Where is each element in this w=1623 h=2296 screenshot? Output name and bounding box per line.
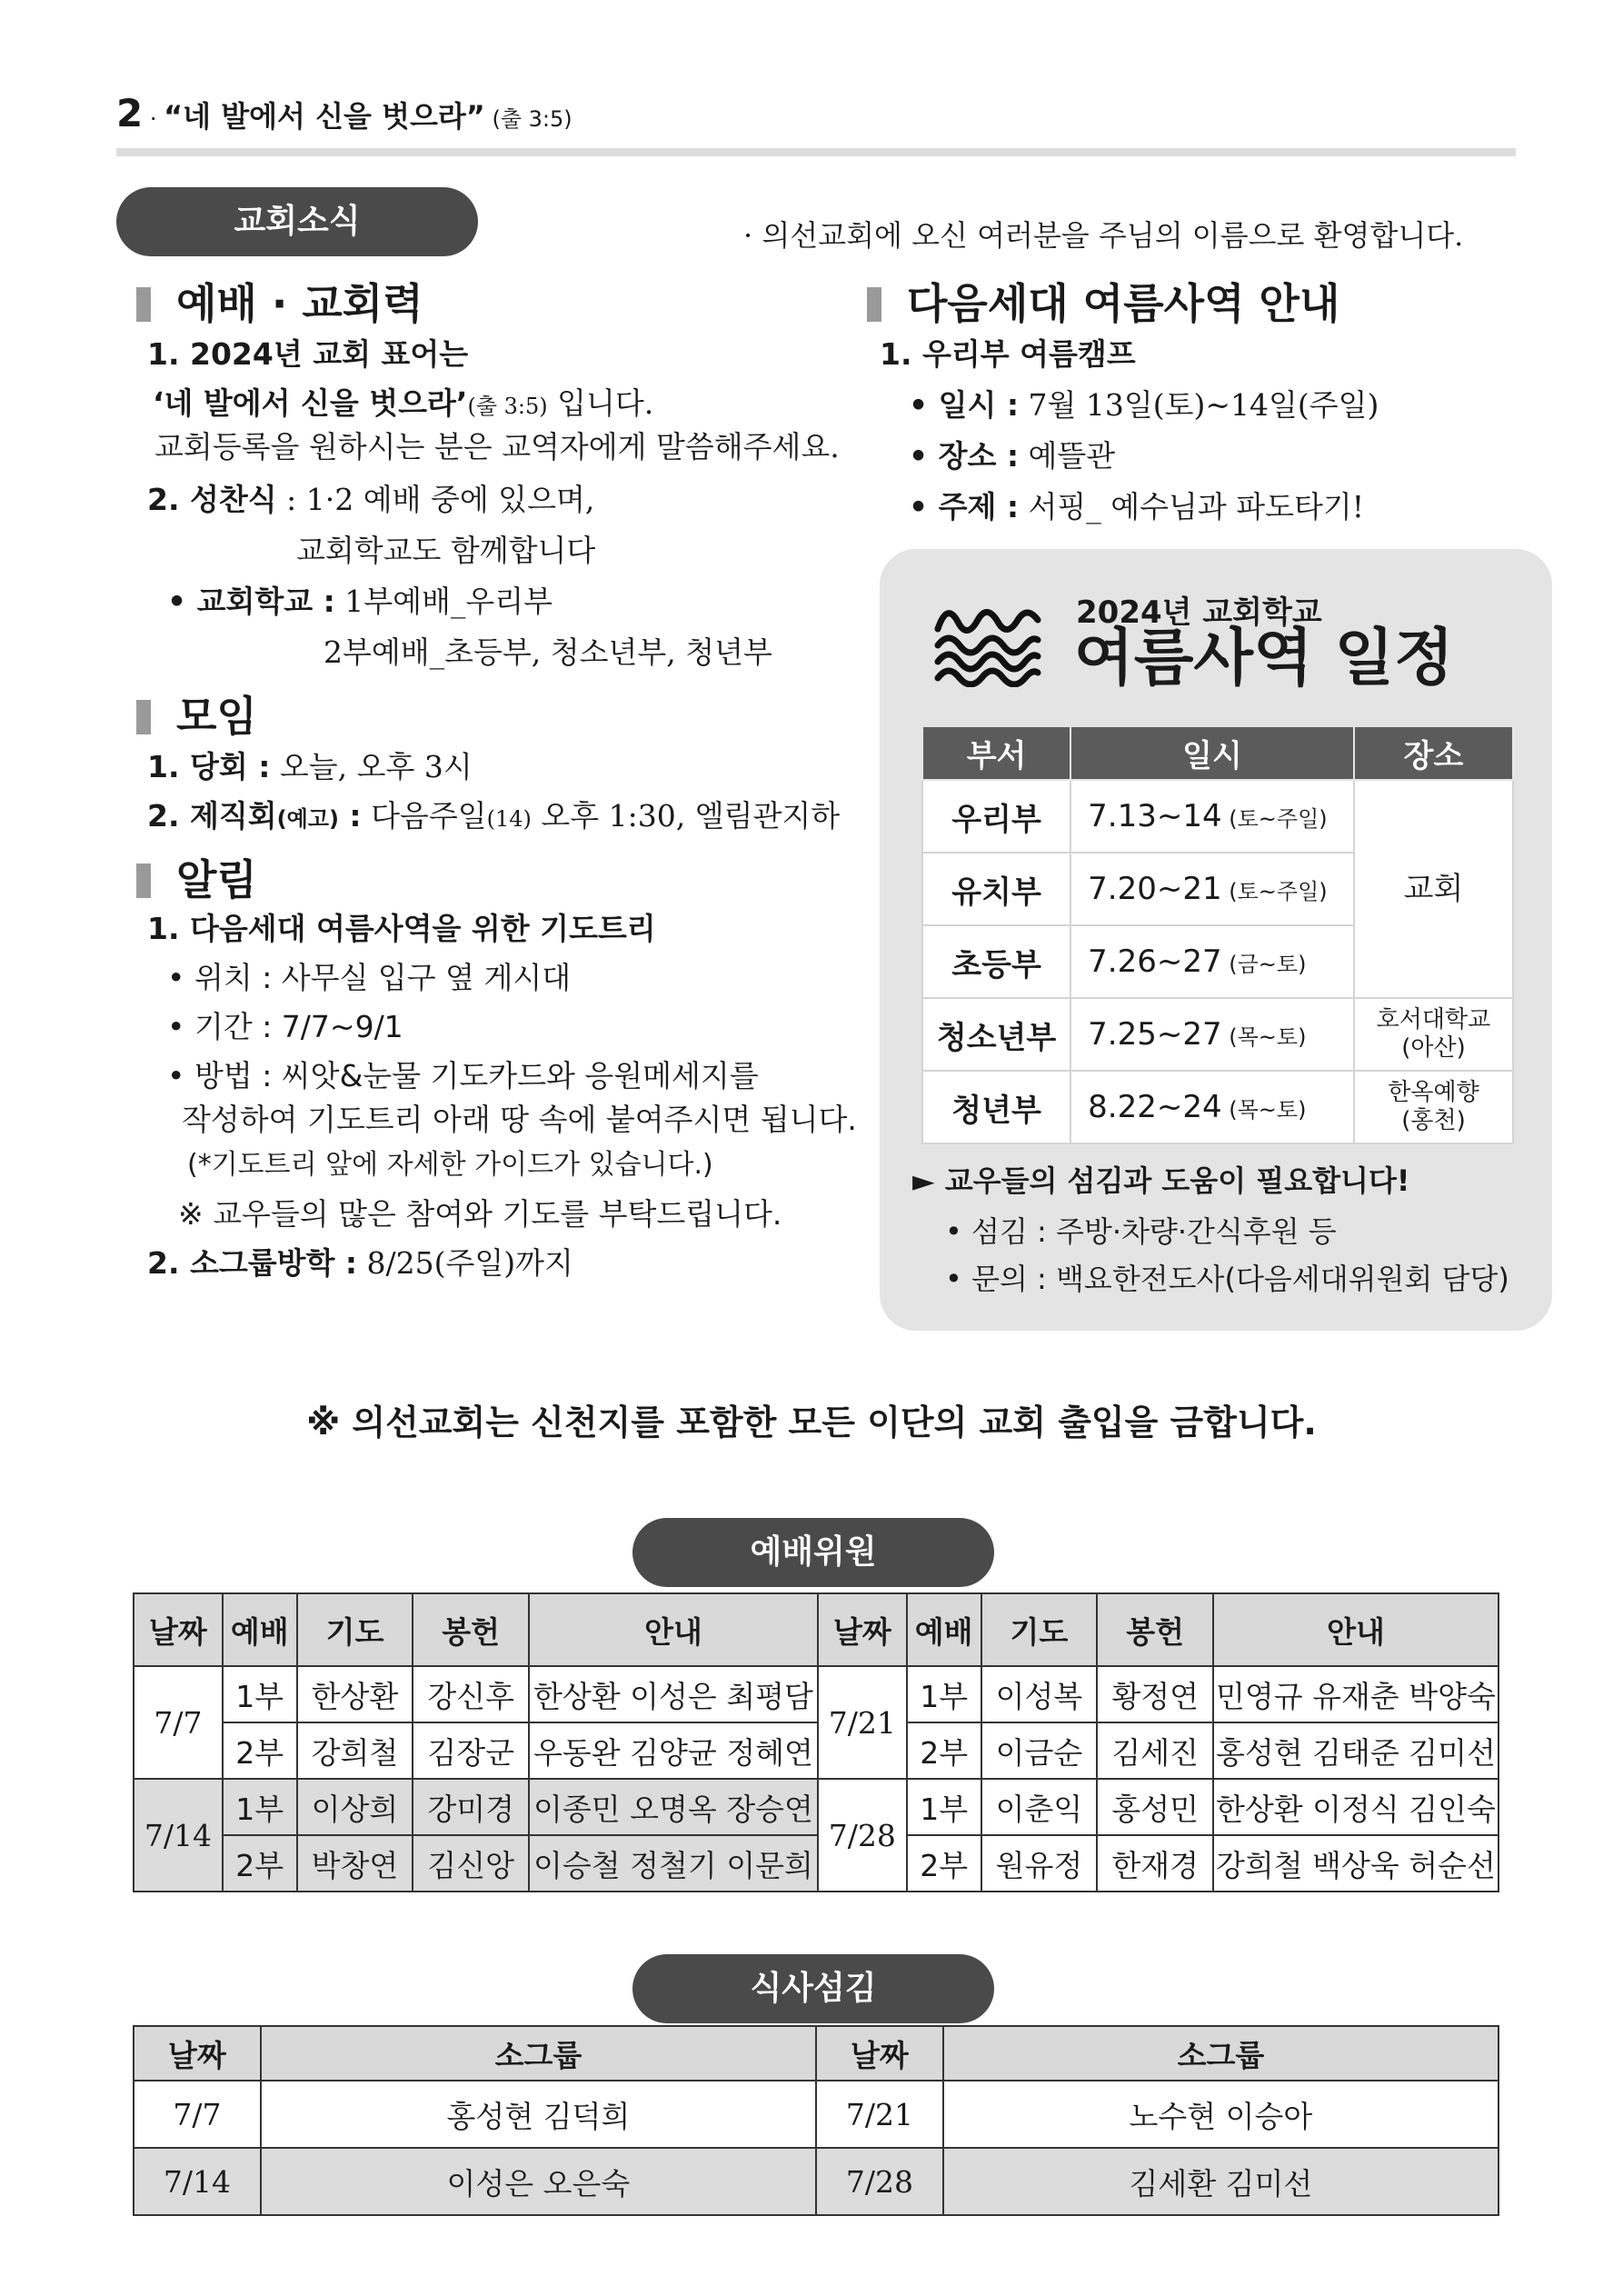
school-label: • 교회학교 : xyxy=(167,584,335,619)
section-title-text: 알림 xyxy=(176,855,257,904)
table-row xyxy=(922,998,1513,1071)
date-days: (토~주일) xyxy=(1221,879,1328,904)
date-range: 7.13~14 xyxy=(1088,798,1222,834)
camp-date-label: • 일시 : xyxy=(909,387,1020,423)
date-days: (토~주일) xyxy=(1221,806,1328,832)
officers-label: 2. 제직회 xyxy=(147,798,277,834)
place-region: (홍천) xyxy=(1401,1107,1466,1134)
section-marker xyxy=(867,287,881,322)
place-name: 한옥예향 xyxy=(1388,1078,1479,1106)
date-range: 7.26~27 xyxy=(1088,943,1222,980)
section-worship-title xyxy=(136,271,423,331)
session-text: 오늘, 오후 3시 xyxy=(270,749,473,784)
place-region: (아산) xyxy=(1401,1034,1466,1062)
section-title-text: 다음세대 여름사역 안내 xyxy=(907,279,1340,328)
date-cell: 7/28 xyxy=(816,2148,943,2215)
notice-line-5: 작성하여 기도트리 아래 땅 속에 붙여주시면 됩니다. xyxy=(182,1102,857,1137)
help-title: ► 교우들의 섬김과 도움이 필요합니다! xyxy=(912,1163,1410,1198)
meal-header-row xyxy=(134,2026,1499,2081)
officers-text-2: 오후 1:30, 엘림관지하 xyxy=(531,798,841,834)
communion-text: : 1·2 예배 중에 있으며, xyxy=(276,482,595,517)
table-row xyxy=(134,1835,1499,1892)
header-reference: (출 3:5) xyxy=(484,106,573,132)
smallgroup-text: 8/25(주일)까지 xyxy=(357,1245,573,1281)
worship-line-4 xyxy=(147,482,594,518)
date-cell xyxy=(1070,853,1354,925)
col-header: 예배 xyxy=(223,1593,297,1666)
group-cell: 노수현 이승아 xyxy=(943,2081,1499,2148)
heresy-warning: ※ 의선교회는 신천지를 포함한 모든 이단의 교회 출입을 금합니다. xyxy=(306,1403,1317,1442)
service-cell: 1부 xyxy=(907,1779,981,1835)
prayer-cell: 박창연 xyxy=(297,1835,413,1892)
prayer-cell: 한상환 xyxy=(297,1666,413,1722)
col-header: 기도 xyxy=(297,1593,413,1666)
col-header: 날짜 xyxy=(134,2026,261,2081)
schedule-title: 여름사역 일정 xyxy=(1074,623,1454,694)
col-header-date: 일시 xyxy=(1070,726,1354,780)
date-cell: 7/7 xyxy=(134,1666,223,1779)
col-header: 날짜 xyxy=(816,2026,943,2081)
col-header: 날짜 xyxy=(818,1593,907,1666)
offering-cell: 김세진 xyxy=(1097,1722,1213,1779)
place-cell-church: 교회 xyxy=(1354,780,1513,998)
date-cell xyxy=(1070,1071,1354,1143)
camp-place-label: • 장소 : xyxy=(909,438,1020,474)
usher-cell: 강희철 백상욱 허순선 xyxy=(1213,1835,1499,1892)
schedule-header-row xyxy=(922,726,1513,780)
camp-place-text: 예뜰관 xyxy=(1019,438,1116,474)
date-cell xyxy=(1070,998,1354,1071)
officers-colon: : xyxy=(338,798,362,834)
table-row xyxy=(134,1666,1499,1722)
camp-date-text: 7월 13일(토)~14일(주일) xyxy=(1019,387,1379,423)
usher-cell: 홍성현 김태준 김미선 xyxy=(1213,1722,1499,1779)
worship-staff-pill: 예배위원 xyxy=(632,1518,994,1587)
date-cell xyxy=(1070,780,1354,853)
prayer-cell: 이금순 xyxy=(981,1722,1098,1779)
date-cell: 7/28 xyxy=(818,1779,907,1892)
worship-line-6 xyxy=(167,584,553,620)
page-number: 2 xyxy=(116,91,144,135)
notice-line-2: • 위치 : 사무실 입구 옆 게시대 xyxy=(167,960,572,995)
section-title-text: 예배 · 교회력 xyxy=(176,279,423,328)
camp-theme-label: • 주제 : xyxy=(909,489,1020,524)
date-days: (목~토) xyxy=(1221,1097,1307,1123)
worship-line-5: 교회학교도 함께합니다 xyxy=(296,533,596,568)
usher-cell: 이승철 정철기 이문희 xyxy=(529,1835,818,1892)
date-days: (목~토) xyxy=(1221,1024,1307,1050)
dept-cell: 초등부 xyxy=(922,925,1070,998)
date-cell: 7/14 xyxy=(134,2148,261,2215)
notice-line-8 xyxy=(147,1245,573,1282)
officers-text: 다음주일 xyxy=(361,798,487,834)
date-cell: 7/21 xyxy=(818,1666,907,1779)
service-cell: 2부 xyxy=(907,1835,981,1892)
section-meeting-title xyxy=(136,684,257,744)
header-divider xyxy=(116,148,1516,156)
meal-service-table xyxy=(133,2025,1499,2216)
header-quote: “네 발에서 신을 벗으라” xyxy=(164,99,485,134)
notice-line-6: (*기도트리 앞에 자세한 가이드가 있습니다.) xyxy=(187,1149,713,1181)
smallgroup-label: 2. 소그룹방학 : xyxy=(147,1245,358,1281)
prayer-cell: 이상희 xyxy=(297,1779,413,1835)
page-header xyxy=(116,91,573,135)
notice-line-3: • 기간 : 7/7~9/1 xyxy=(167,1009,403,1044)
section-marker xyxy=(136,863,151,898)
prayer-cell: 원유정 xyxy=(981,1835,1098,1892)
place-cell-hoseo xyxy=(1354,998,1513,1071)
session-label: 1. 당회 : xyxy=(147,749,271,784)
usher-cell: 한상환 이성은 최평담 xyxy=(529,1666,818,1722)
worship-line-3: 교회등록을 원하시는 분은 교역자에게 말씀해주세요. xyxy=(154,429,840,464)
prayer-cell: 이성복 xyxy=(981,1666,1098,1722)
worship-staff-table xyxy=(133,1592,1499,1892)
date-cell: 7/7 xyxy=(134,2081,261,2148)
prayer-cell: 이춘익 xyxy=(981,1779,1098,1835)
meeting-line-1 xyxy=(147,749,473,785)
date-cell: 7/14 xyxy=(134,1779,223,1892)
usher-cell: 이종민 오명옥 장승연 xyxy=(529,1779,818,1835)
dept-cell: 청소년부 xyxy=(922,998,1070,1071)
dept-cell: 유치부 xyxy=(922,853,1070,925)
date-days: (금~토) xyxy=(1221,952,1307,977)
col-header-place: 장소 xyxy=(1354,726,1513,780)
worship-line-2 xyxy=(153,385,653,422)
col-header: 날짜 xyxy=(134,1593,223,1666)
notice-line-7: ※ 교우들의 많은 참여와 기도를 부탁드립니다. xyxy=(178,1196,782,1232)
motto-end: 입니다. xyxy=(547,385,654,421)
place-name: 호서대학교 xyxy=(1376,1005,1491,1033)
header-separator: · xyxy=(143,106,164,132)
col-header: 안내 xyxy=(529,1593,818,1666)
communion-label: 2. 성찬식 xyxy=(147,482,277,517)
section-title-text: 모임 xyxy=(176,692,257,741)
summer-line-3 xyxy=(909,438,1115,474)
col-header-dept: 부서 xyxy=(922,726,1070,780)
officers-date: (14) xyxy=(486,806,532,832)
date-range: 7.25~27 xyxy=(1088,1016,1222,1053)
motto-ref: (출 3:5) xyxy=(467,394,548,419)
section-marker xyxy=(136,700,151,734)
group-cell: 이성은 오은숙 xyxy=(261,2148,816,2215)
service-cell: 2부 xyxy=(223,1722,297,1779)
usher-cell: 우동완 김양균 정혜연 xyxy=(529,1722,818,1779)
date-range: 7.20~21 xyxy=(1088,871,1222,907)
worship-line-1: 1. 2024년 교회 표어는 xyxy=(147,336,469,372)
col-header: 안내 xyxy=(1213,1593,1499,1666)
date-range: 8.22~24 xyxy=(1088,1089,1222,1125)
notice-line-4: • 방법 : 씨앗&눈물 기도카드와 응원메세지를 xyxy=(167,1058,759,1093)
meeting-line-2 xyxy=(147,798,840,834)
col-header: 예배 xyxy=(907,1593,981,1666)
section-marker xyxy=(136,287,151,322)
table-row xyxy=(922,1071,1513,1143)
help-line-2: • 문의 : 백요한전도사(다음세대위원회 담당) xyxy=(945,1262,1509,1296)
col-header: 봉헌 xyxy=(1097,1593,1213,1666)
worship-line-7: 2부예배_초등부, 청소년부, 청년부 xyxy=(324,634,772,670)
summer-line-2 xyxy=(909,387,1379,424)
table-row xyxy=(922,780,1513,853)
col-header: 기도 xyxy=(981,1593,1098,1666)
group-cell: 홍성현 김덕희 xyxy=(261,2081,816,2148)
section-notice-title xyxy=(136,847,257,907)
officers-note: (예고) xyxy=(276,806,339,832)
usher-cell: 한상환 이정식 김인숙 xyxy=(1213,1779,1499,1835)
church-news-pill: 교회소식 xyxy=(116,187,478,256)
prayer-cell: 강희철 xyxy=(297,1722,413,1779)
group-cell: 김세환 김미선 xyxy=(943,2148,1499,2215)
schedule-year-line: 2024년 교회학교 xyxy=(1076,594,1322,631)
offering-cell: 황정연 xyxy=(1097,1666,1213,1722)
usher-cell: 민영규 유재춘 박양숙 xyxy=(1213,1666,1499,1722)
col-header: 봉헌 xyxy=(413,1593,529,1666)
wave-icon xyxy=(932,593,1043,687)
summer-line-1: 1. 우리부 여름캠프 xyxy=(880,336,1136,372)
service-cell: 1부 xyxy=(223,1666,297,1722)
service-cell: 1부 xyxy=(907,1666,981,1722)
place-cell-hanok xyxy=(1354,1071,1513,1143)
offering-cell: 김장군 xyxy=(413,1722,529,1779)
summer-line-4 xyxy=(909,489,1364,525)
offering-cell: 강신후 xyxy=(413,1666,529,1722)
service-cell: 2부 xyxy=(907,1722,981,1779)
welcome-text: · 의선교회에 오신 여러분을 주님의 이름으로 환영합니다. xyxy=(743,218,1464,253)
date-cell xyxy=(1070,925,1354,998)
table-row xyxy=(134,1722,1499,1779)
service-cell: 2부 xyxy=(223,1835,297,1892)
section-summer-title xyxy=(867,271,1339,331)
help-line-1: • 섬김 : 주방·차량·간식후원 등 xyxy=(945,1214,1337,1249)
dept-cell: 우리부 xyxy=(922,780,1070,853)
table-row xyxy=(134,1779,1499,1835)
offering-cell: 홍성민 xyxy=(1097,1779,1213,1835)
date-cell: 7/21 xyxy=(816,2081,943,2148)
col-header: 소그룹 xyxy=(261,2026,816,2081)
offering-cell: 한재경 xyxy=(1097,1835,1213,1892)
camp-theme-text: 서핑_ 예수님과 파도타기! xyxy=(1019,489,1365,524)
meal-service-pill: 식사섬김 xyxy=(632,1954,994,2023)
school-text: 1부예배_우리부 xyxy=(334,584,553,619)
motto-text: ‘네 발에서 신을 벗으라’ xyxy=(153,385,468,421)
offering-cell: 김신앙 xyxy=(413,1835,529,1892)
staff-header-row xyxy=(134,1593,1499,1666)
offering-cell: 강미경 xyxy=(413,1779,529,1835)
notice-line-1: 1. 다음세대 여름사역을 위한 기도트리 xyxy=(147,911,656,946)
service-cell: 1부 xyxy=(223,1779,297,1835)
dept-cell: 청년부 xyxy=(922,1071,1070,1143)
col-header: 소그룹 xyxy=(943,2026,1499,2081)
table-row xyxy=(134,2081,1499,2148)
summer-schedule-table xyxy=(921,725,1514,1144)
table-row xyxy=(134,2148,1499,2215)
